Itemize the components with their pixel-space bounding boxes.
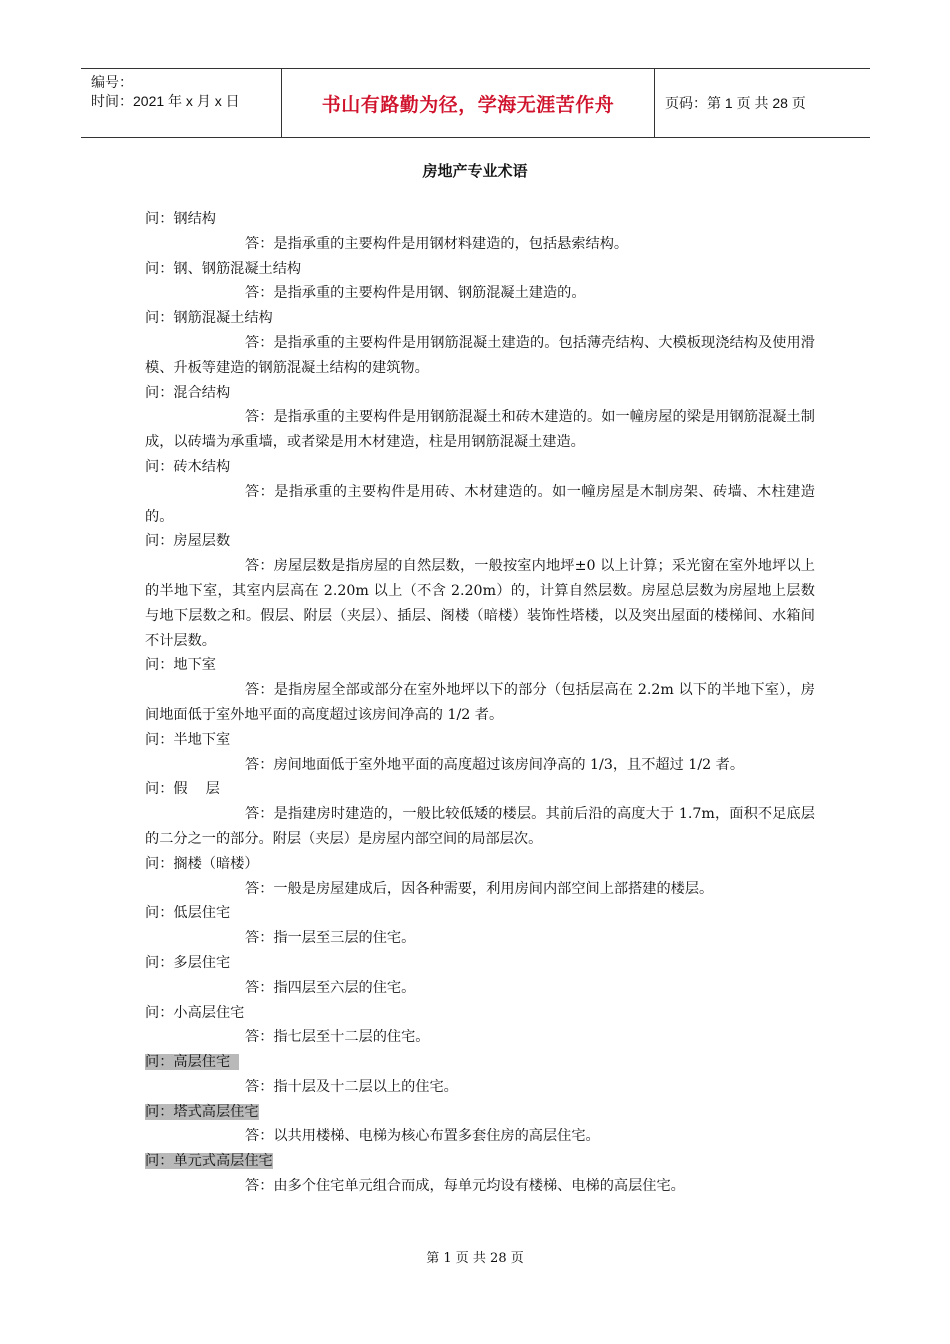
answer-text: 答：指七层至十二层的住宅。 — [245, 1029, 430, 1046]
answer-text: 答：指四层至六层的住宅。 — [245, 979, 416, 996]
question-text: 问：钢结构 — [145, 211, 216, 227]
answer-text: 答：是指房屋全部或部分在室外地坪以下的部分（包括层高在 2.2m 以下的半地下室），房间地面低于室外地平面的高度超过该房间净高的 1/2 者。 — [145, 682, 815, 723]
document-body — [145, 207, 815, 1199]
question-text: 问：小高层住宅 — [145, 1004, 245, 1021]
question-text-highlighted: 问：单元式高层住宅 — [145, 1153, 273, 1170]
question-text: 问：砖木结构 — [145, 458, 231, 475]
question-text-highlighted: 问：塔式高层住宅 — [145, 1103, 259, 1120]
page-label: 页码：第 1 页 共 28 页 — [665, 95, 806, 111]
question-text: 问：钢筋混凝土结构 — [145, 310, 273, 327]
number-label: 编号： — [91, 74, 133, 90]
question-text: 问：假 层 — [145, 781, 220, 798]
answer-text: 答：以共用楼梯、电梯为核心布置多套住房的高层住宅。 — [245, 1128, 600, 1145]
answer-text: 答：是指承重的主要构件是用砖、木材建造的。如一幢房屋是木制房架、砖墙、木柱建造的。 — [145, 483, 815, 525]
answer-text: 答：指一层至三层的住宅。 — [245, 930, 416, 947]
question-text: 问：房屋层数 — [145, 533, 231, 550]
header-meta — [81, 69, 281, 137]
page-footer: 第 1 页 共 28 页 — [426, 1251, 524, 1266]
answer-text: 答：是指承重的主要构件是用钢、钢筋混凝土建造的。 — [245, 285, 586, 302]
answer-text: 答：指十层及十二层以上的住宅。 — [245, 1078, 458, 1095]
answer-text: 答：是指承重的主要构件是用钢材料建造的，包括悬索结构。 — [245, 235, 629, 252]
question-text-highlighted: 问：高层住宅 — [145, 1054, 240, 1071]
answer-text: 答：是指承重的主要构件是用钢筋混凝土建造的。包括薄壳结构、大模板现浇结构及使用滑模、升板等建造的钢筋混凝土结构的建筑物。 — [145, 334, 815, 376]
time-label: 时间：2021 年 x 月 x 日 — [91, 93, 240, 109]
question-text: 问：半地下室 — [145, 731, 231, 748]
question-text: 问：多层住宅 — [145, 954, 231, 971]
question-text: 问：地下室 — [145, 657, 216, 674]
motto: 书山有路勤为径，学海无涯苦作舟 — [281, 69, 655, 137]
document-title: 房地产专业术语 — [422, 162, 528, 180]
question-text: 问：混合结构 — [145, 384, 231, 401]
answer-text: 答：房屋层数是指房屋的自然层数，一般按室内地坪±0 以上计算；采光窗在室外地坪以上的半地下室，其室内层高在 2.20m 以上（不含 2.20m）的，计算自然层数。房屋总层数为房屋地上层数与地下层数之和。假层、附层（夹层）、插层、阁楼（暗楼）装饰性塔楼，以及突出屋面的楼梯间、水箱间不计层数。 — [145, 558, 815, 649]
answer-text: 答：由多个住宅单元组合而成，每单元均设有楼梯、电梯的高层住宅。 — [245, 1178, 685, 1195]
question-text: 问：钢、钢筋混凝土结构 — [145, 260, 302, 277]
answer-text: 答：一般是房屋建成后，因各种需要，利用房间内部空间上部搭建的楼层。 — [245, 880, 714, 897]
page-header — [81, 68, 870, 138]
answer-text: 答：房间地面低于室外地平面的高度超过该房间净高的 1/3，且不超过 1/2 者。 — [245, 756, 745, 773]
question-text: 问：搁楼（暗楼） — [145, 855, 259, 872]
answer-text: 答：是指建房时建造的，一般比较低矮的楼层。其前后沿的高度大于 1.7m，面积不足底层的二分之一的部分。附层（夹层）是房屋内部空间的局部层次。 — [145, 806, 815, 847]
question-text: 问：低层住宅 — [145, 905, 231, 922]
answer-text: 答：是指承重的主要构件是用钢筋混凝土和砖木建造的。如一幢房屋的梁是用钢筋混凝土制成，以砖墙为承重墙，或者梁是用木材建造，柱是用钢筋混凝土建造。 — [145, 409, 815, 451]
